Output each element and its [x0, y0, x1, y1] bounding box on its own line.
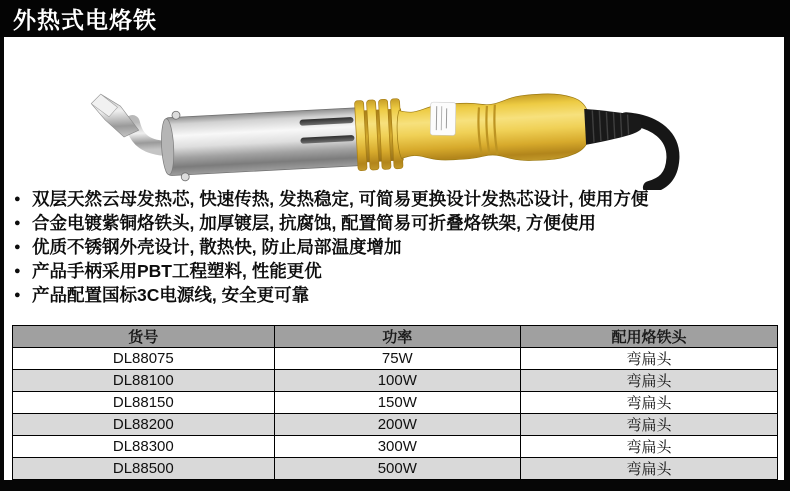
table-row — [13, 392, 778, 414]
table-row — [13, 436, 778, 458]
feature-item — [14, 211, 774, 235]
cell-tip-type: 弯扁头 — [520, 392, 777, 414]
table-row — [13, 458, 778, 480]
cell-power: 200W — [274, 414, 520, 436]
cell-power: 300W — [274, 436, 520, 458]
col-header-item-no: 货号 — [13, 326, 275, 348]
feature-text: 产品手柄采用PBT工程塑料, 性能更优 — [32, 261, 322, 281]
cell-item-no: DL88300 — [13, 436, 275, 458]
table-row — [13, 414, 778, 436]
col-header-power: 功率 — [274, 326, 520, 348]
cell-item-no: DL88075 — [13, 348, 275, 370]
bullet-icon: ● — [14, 265, 21, 277]
cell-item-no: DL88500 — [13, 458, 275, 480]
cell-item-no: DL88150 — [13, 392, 275, 414]
cell-item-no: DL88200 — [13, 414, 275, 436]
table-row — [13, 348, 778, 370]
feature-text: 产品配置国标3C电源线, 安全更可靠 — [32, 285, 310, 305]
cell-power: 150W — [274, 392, 520, 414]
spec-table — [12, 325, 778, 480]
stand-pin-bottom — [181, 173, 189, 181]
spec-table-wrapper — [12, 325, 778, 480]
feature-text: 优质不锈钢外壳设计, 散热快, 防止局部温度增加 — [32, 237, 402, 257]
handle-label — [430, 102, 456, 135]
feature-item — [14, 187, 774, 211]
page-title: 外热式电烙铁 — [13, 7, 157, 33]
col-header-tip-type: 配用烙铁头 — [520, 326, 777, 348]
stand-pin-top — [172, 111, 180, 119]
bullet-icon: ● — [14, 217, 21, 229]
feature-list — [14, 187, 774, 307]
feature-text: 双层天然云母发热芯, 快速传热, 发热稳定, 可简易更换设计发热芯设计, 使用方便 — [32, 189, 649, 209]
bullet-icon: ● — [14, 193, 21, 205]
cell-tip-type: 弯扁头 — [520, 458, 777, 480]
bullet-icon: ● — [14, 241, 21, 253]
soldering-iron-illustration — [0, 37, 790, 190]
cell-power: 100W — [274, 370, 520, 392]
bottom-frame-border — [0, 480, 790, 491]
table-row — [13, 370, 778, 392]
feature-item — [14, 283, 774, 307]
handle — [396, 92, 592, 168]
cell-power: 75W — [274, 348, 520, 370]
cell-tip-type: 弯扁头 — [520, 436, 777, 458]
cell-tip-type: 弯扁头 — [520, 348, 777, 370]
feature-text: 合金电镀紫铜烙铁头, 加厚镀层, 抗腐蚀, 配置简易可折叠烙铁架, 方便使用 — [32, 213, 596, 233]
feature-item — [14, 259, 774, 283]
cell-tip-type: 弯扁头 — [520, 370, 777, 392]
table-header-row — [13, 326, 778, 348]
feature-item — [14, 235, 774, 259]
cell-tip-type: 弯扁头 — [520, 414, 777, 436]
product-image — [0, 37, 790, 190]
title-bar — [0, 0, 790, 37]
bullet-icon: ● — [14, 289, 21, 301]
cell-power: 500W — [274, 458, 520, 480]
cell-item-no: DL88100 — [13, 370, 275, 392]
